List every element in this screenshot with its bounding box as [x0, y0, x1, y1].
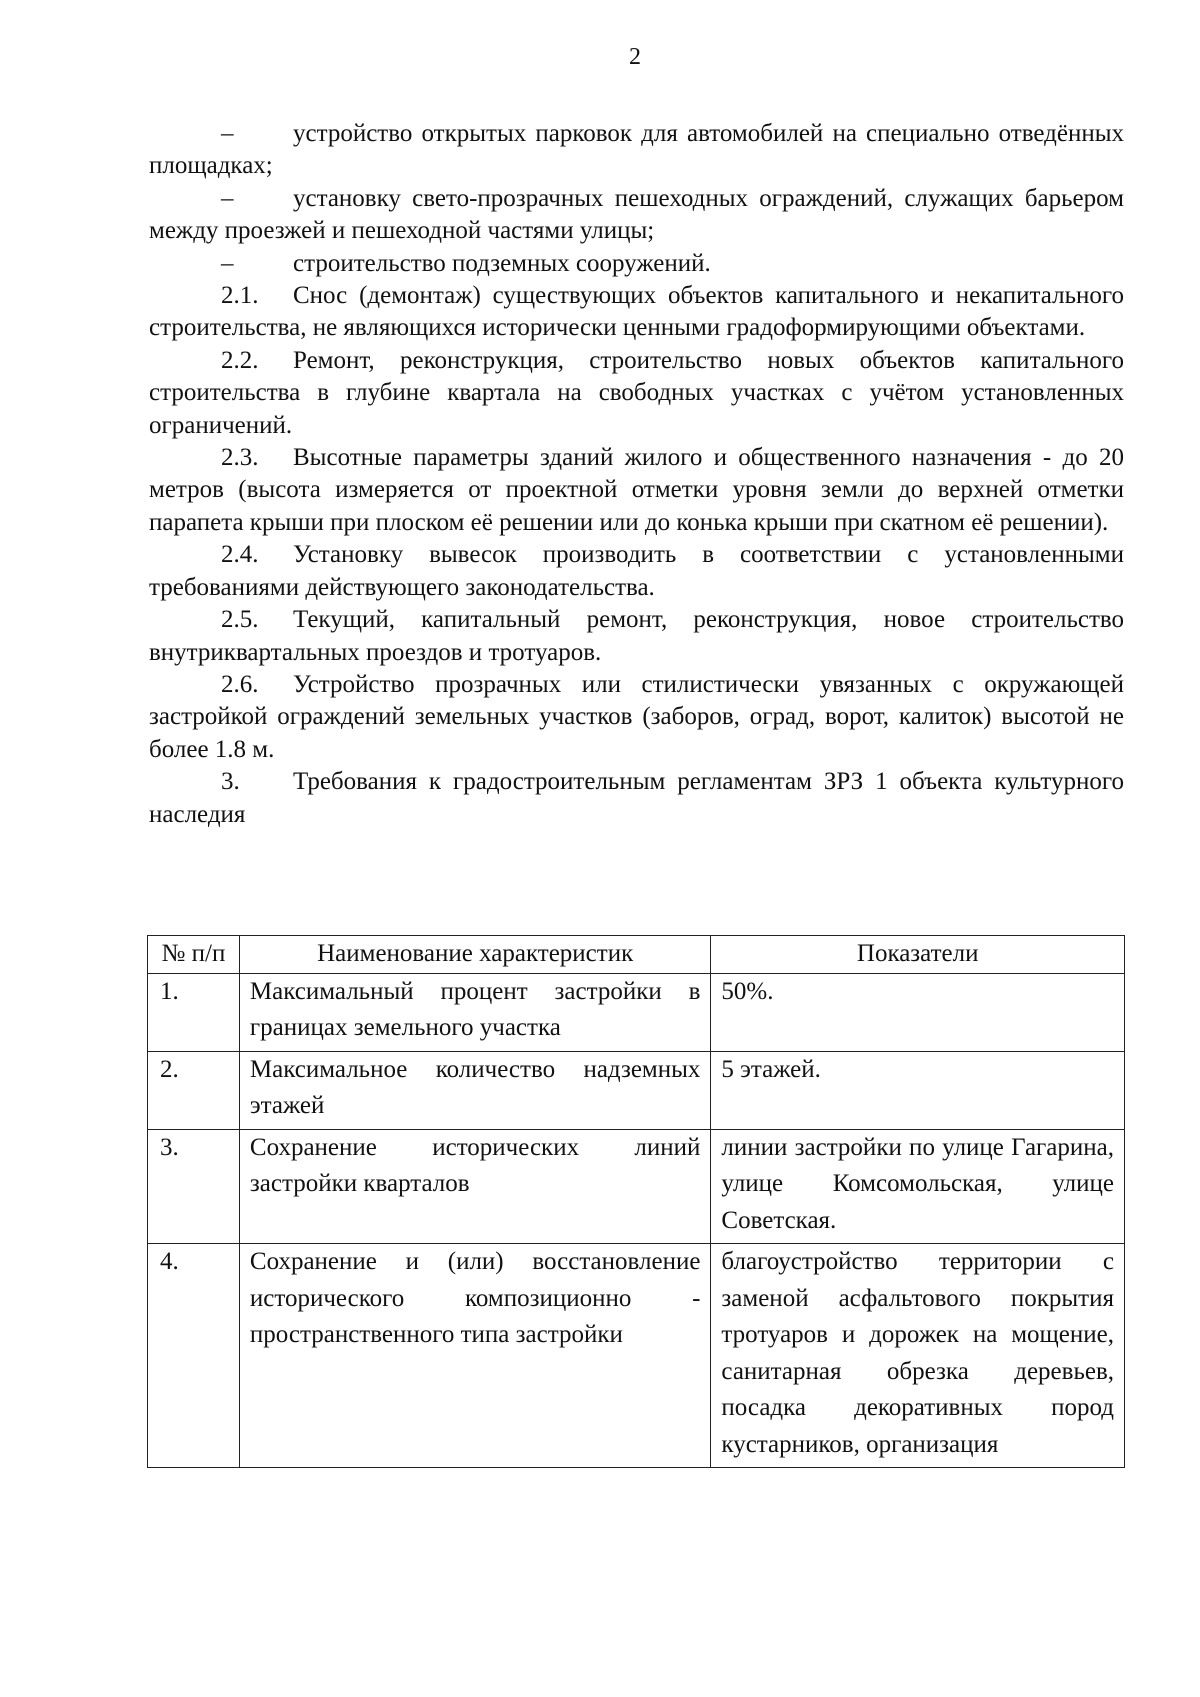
clause-2-4 [149, 539, 1124, 604]
header-number: № п/п [148, 936, 240, 974]
paragraph-text: Требования к градостроительным регламентам ЗРЗ 1 объекта культурного наследия [149, 768, 1124, 828]
paragraph-text: Снос (демонтаж) существующих объектов капитального и некапитального строительства, не являющихся исторически ценными градоформирующими объектами. [149, 282, 1124, 342]
paragraph-text: Текущий, капитальный ремонт, реконструкция, новое строительство внутриквартальных проездов и тротуаров. [149, 606, 1124, 666]
clause-2-3 [149, 442, 1124, 539]
row-characteristic: Максимальный процент застройки в границах земельного участка [239, 973, 711, 1051]
paragraph-text: устройство открытых парковок для автомобилей на специально отведённых площадках; [149, 120, 1124, 180]
list-item-parking [149, 118, 1124, 183]
row-characteristic: Сохранение и (или) восстановление исторического композиционно - пространственного типа застройки [239, 1244, 711, 1468]
dash-marker: – [221, 120, 234, 147]
dash-marker: – [221, 184, 234, 212]
row-characteristic: Максимальное количество надземных этажей [239, 1051, 711, 1129]
row-indicator: 5 этажей. [711, 1051, 1125, 1129]
table-row [148, 1129, 1125, 1244]
clause-number: 2.1. [221, 282, 259, 310]
table-header-row [148, 936, 1125, 974]
clause-2-1 [149, 280, 1124, 345]
row-number: 1. [148, 973, 240, 1051]
clause-number: 3. [221, 768, 240, 796]
row-characteristic: Сохранение исторических линий застройки кварталов [239, 1129, 711, 1244]
regulations-table [147, 935, 1125, 1468]
header-indicators: Показатели [711, 936, 1125, 974]
clause-number: 2.6. [221, 670, 259, 698]
header-characteristics: Наименование характеристик [239, 936, 711, 974]
list-item-fences [149, 183, 1124, 248]
clause-number: 2.3. [221, 444, 259, 472]
row-number: 4. [148, 1244, 240, 1468]
table-row [148, 1051, 1125, 1129]
clause-2-5 [149, 604, 1124, 669]
clause-number: 2.4. [221, 541, 259, 569]
paragraph-text: Высотные параметры зданий жилого и общественного назначения - до 20 метров (высота измеряется от проектной отметки уровня земли до верхней отметки парапета крыши при плоском её решении или до конька крыши при скатном её решении). [149, 444, 1124, 536]
row-number: 2. [148, 1051, 240, 1129]
table-row [148, 973, 1125, 1051]
table-row [148, 1244, 1125, 1468]
clause-3 [149, 766, 1124, 831]
paragraph-text: установку свето-прозрачных пешеходных ограждений, служащих барьером между проезжей и пешеходной частями улицы; [149, 184, 1124, 245]
page-number: 2 [629, 44, 641, 70]
clause-number: 2.5. [221, 606, 259, 634]
row-indicator: 50%. [711, 973, 1125, 1051]
list-item-underground [149, 248, 1124, 280]
paragraph-text: Устройство прозрачных или стилистически увязанных с окружающей застройкой ограждений земельных участков (заборов, оград, ворот, калиток) высотой не более 1.8 м. [149, 670, 1124, 763]
paragraph-text: Установку вывесок производить в соответствии с установленными требованиями действующего законодательства. [149, 541, 1124, 601]
row-indicator: линии застройки по улице Гагарина, улице Комсомольская, улице Советская. [711, 1129, 1125, 1244]
clause-number: 2.2. [221, 346, 259, 374]
paragraph-text: строительство подземных сооружений. [293, 249, 711, 277]
document-body [149, 118, 1124, 831]
row-indicator: благоустройство территории с заменой асфальтового покрытия тротуаров и дорожек на мощение, санитарная обрезка деревьев, посадка декоративных пород кустарников, организация [711, 1244, 1125, 1468]
clause-2-6 [149, 669, 1124, 766]
dash-marker: – [221, 249, 234, 277]
paragraph-text: Ремонт, реконструкция, строительство новых объектов капитального строительства в глубине квартала на свободных участках с учётом установленных ограничений. [149, 346, 1124, 439]
row-number: 3. [148, 1129, 240, 1244]
clause-2-2 [149, 345, 1124, 442]
